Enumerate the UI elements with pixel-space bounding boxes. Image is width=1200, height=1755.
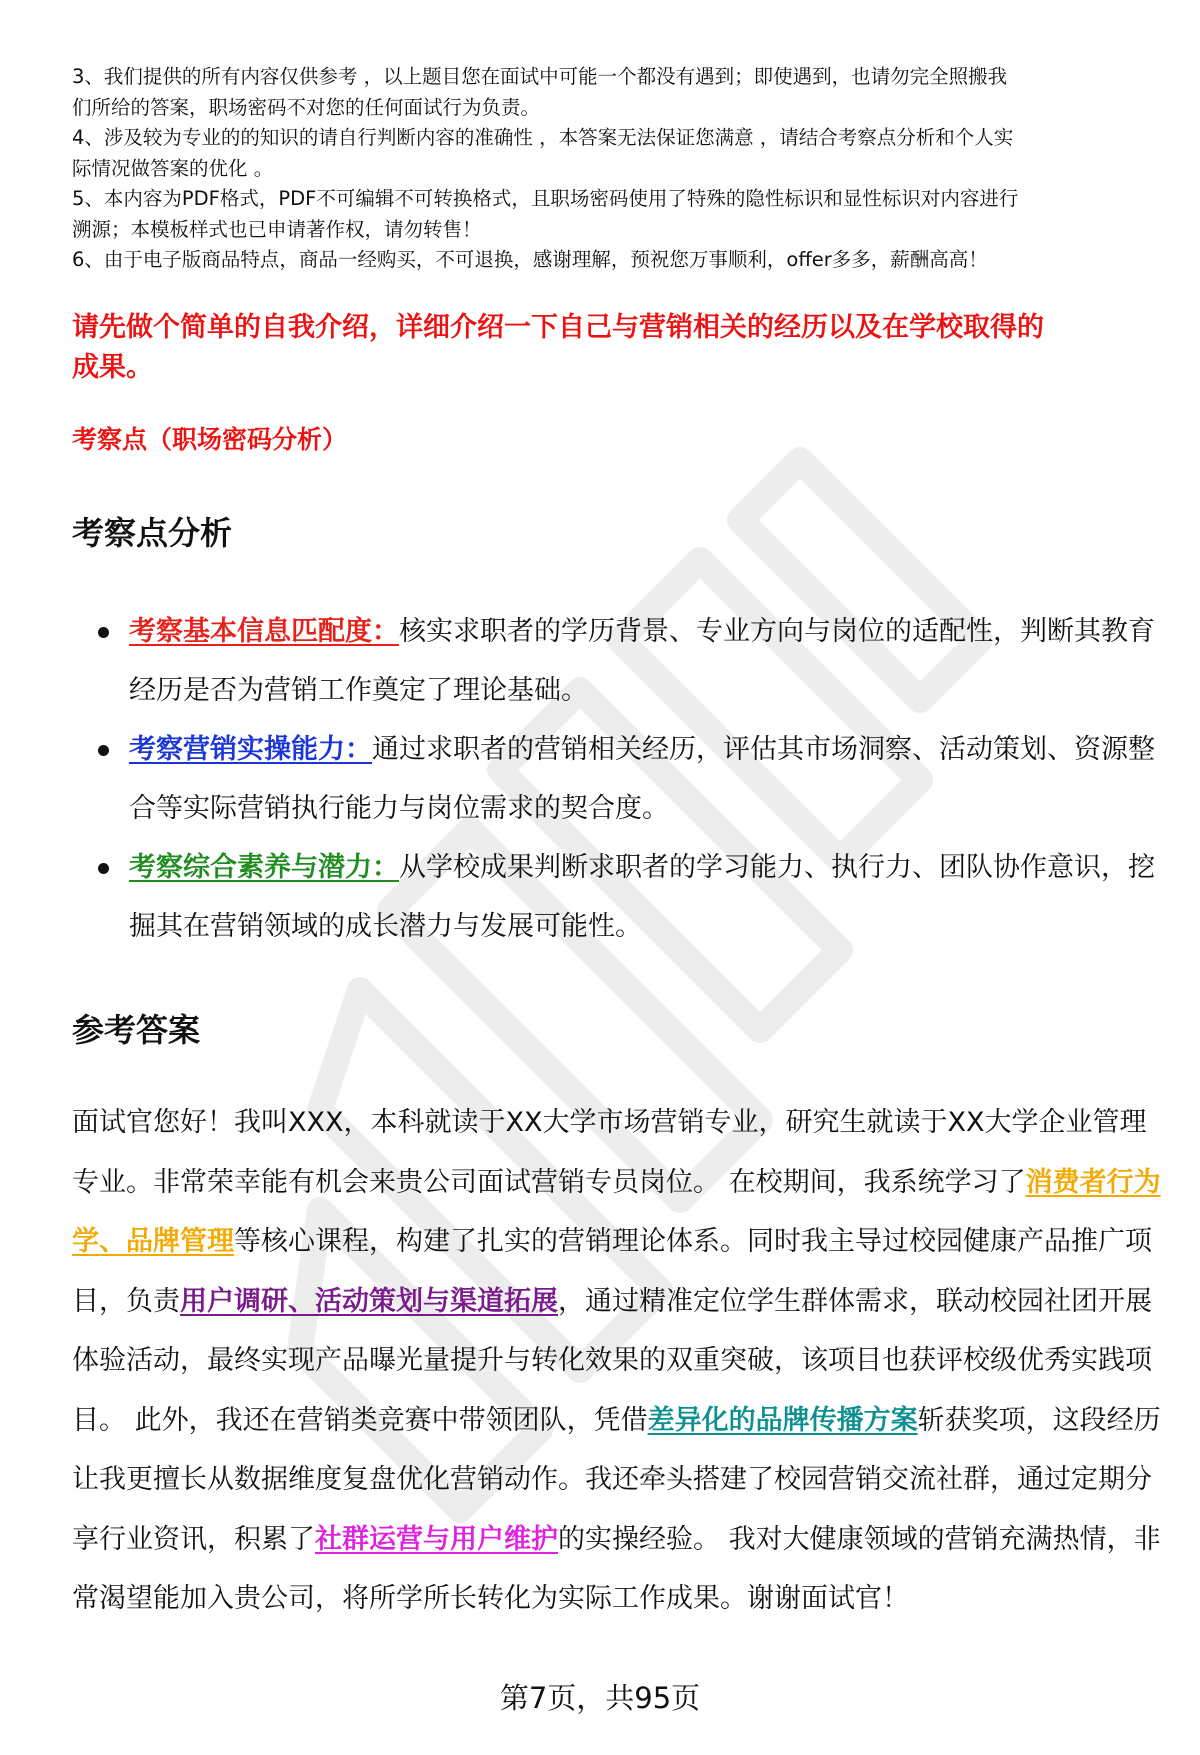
highlight-plan: 差异化的品牌传播方案 bbox=[647, 1404, 918, 1436]
highlight-responsibilities: 用户调研、活动策划与渠道拓展 bbox=[180, 1285, 558, 1317]
point-text: 核实求职者的学历背景、专业方向与岗位的适配性，判断其教育经历是否为营销工作奠定了理论基础。 bbox=[129, 616, 1155, 706]
bullet-icon bbox=[98, 863, 109, 874]
disclaimer-notes bbox=[72, 62, 1162, 276]
bullet-icon bbox=[98, 745, 109, 756]
analysis-heading: 考察点分析 bbox=[72, 514, 233, 552]
note-3-line-2: 们所给的答案，职场密码不对您的任何面试行为负责。 bbox=[72, 95, 541, 119]
answer-heading: 参考答案 bbox=[72, 1011, 201, 1049]
question-line-1: 请先做个简单的自我介绍，详细介绍一下自己与营销相关的经历以及在学校取得的 bbox=[72, 312, 1044, 343]
assessment-label: 考察点（职场密码分析） bbox=[72, 425, 348, 454]
note-6-line-1: 6、由于电子版商品特点，商品一经购买，不可退换，感谢理解，预祝您万事顺利，offer多多，薪酬高高！ bbox=[72, 248, 988, 271]
reference-answer bbox=[72, 1093, 1162, 1629]
point-text: 从学校成果判断求职者的学习能力、执行力、团队协作意识，挖掘其在营销领域的成长潜力与发展可能性。 bbox=[129, 852, 1155, 942]
answer-text: 的实操经验。 我对大健康领域的营销充满热情，非常渴望能加入贵公司，将所学所长转化为实际工作成果。谢谢面试官！ bbox=[72, 1523, 1161, 1614]
point-label: 考察基本信息匹配度： bbox=[129, 616, 399, 647]
point-text: 通过求职者的营销相关经历，评估其市场洞察、活动策划、资源整合等实际营销执行能力与岗位需求的契合度。 bbox=[129, 734, 1155, 824]
note-4-line-2: 际情况做答案的优化 。 bbox=[72, 156, 274, 180]
highlight-community: 社群运营与用户维护 bbox=[315, 1523, 558, 1555]
answer-text: 斩获奖项，这段经历让我更擅长从数据维度复盘优化营销动作。我还牵头搭建了校园营销交流社群，通过定期分享行业资讯，积累了 bbox=[72, 1404, 1161, 1555]
page-number: 第7页，共95页 bbox=[499, 1681, 701, 1715]
answer-text: ，通过精准定位学生群体需求，联动校园社团开展体验活动，最终实现产品曝光量提升与转化效果的双重突破，该项目也获评校级优秀实践项目。 此外，我还在营销类竞赛中带领团队，凭借 bbox=[72, 1285, 1152, 1436]
note-5-line-2: 溯源；本模板样式也已申请著作权，请勿转售！ bbox=[72, 217, 482, 241]
bullet-icon bbox=[98, 627, 109, 638]
note-3-line-1: 3、我们提供的所有内容仅供参考 ，以上题目您在面试中可能一个都没有遇到；即使遇到，也请勿完全照搬我 bbox=[72, 65, 1008, 88]
point-label: 考察综合素养与潜力： bbox=[129, 852, 399, 883]
highlight-courses: 消费者行为学、品牌管理 bbox=[72, 1166, 1161, 1257]
interview-question bbox=[72, 308, 1162, 388]
note-5-line-1: 5、本内容为PDF格式，PDF不可编辑不可转换格式，且职场密码使用了特殊的隐性标识和显性标识对内容进行 bbox=[72, 187, 1019, 210]
answer-text: 面试官您好！我叫XXX，本科就读于XX大学市场营销专业，研究生就读于XX大学企业管理专业。非常荣幸能有机会来贵公司面试营销专员岗位。 在校期间，我系统学习了 bbox=[72, 1107, 1147, 1198]
point-label: 考察营销实操能力： bbox=[129, 734, 372, 765]
answer-text: 等核心课程，构建了扎实的营销理论体系。同时我主导过校园健康产品推广项目，负责 bbox=[72, 1226, 1152, 1317]
question-line-2: 成果。 bbox=[72, 352, 153, 383]
list-item bbox=[72, 720, 1162, 838]
assessment-points-list bbox=[72, 602, 1162, 956]
note-4-line-1: 4、涉及较为专业的的知识的请自行判断内容的准确性 ，本答案无法保证您满意 ，请结合考察点分析和个人实 bbox=[72, 126, 1014, 149]
list-item bbox=[72, 602, 1162, 720]
list-item bbox=[72, 838, 1162, 956]
